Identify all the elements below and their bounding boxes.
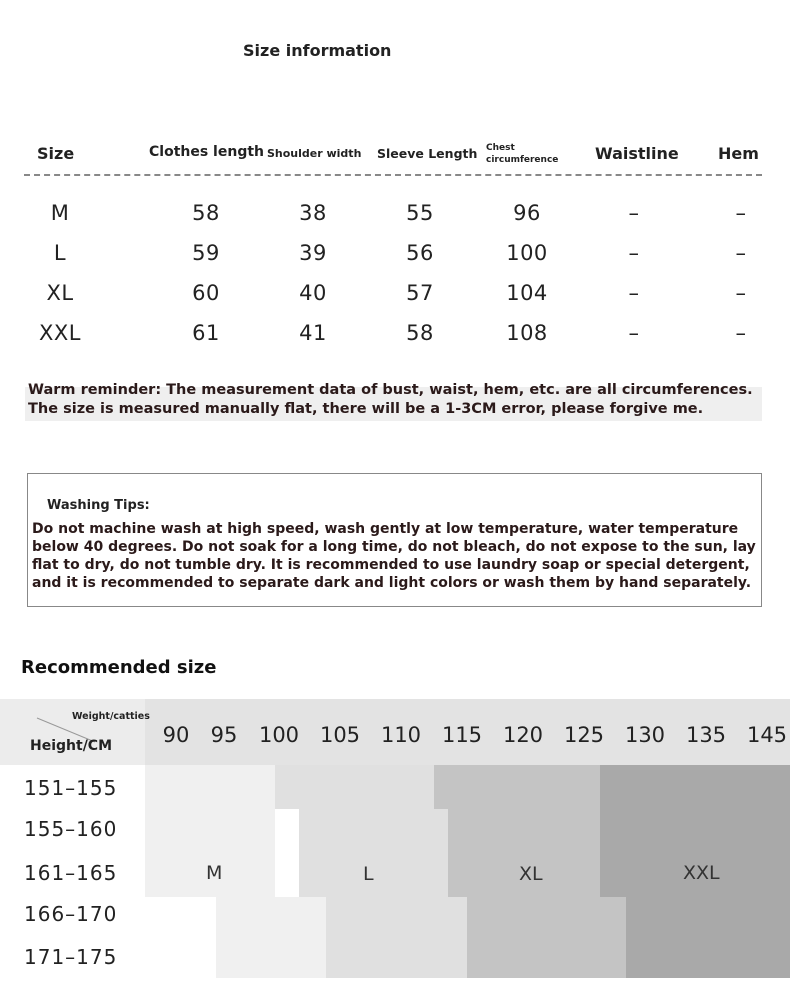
header-size: Size [37,144,75,163]
table-cell: 60 [192,281,220,305]
weight-header-row [0,699,790,765]
table-cell: 96 [513,201,541,225]
washing-tips-box [27,473,762,607]
table-cell: – [628,241,640,265]
table-cell: L [53,241,67,265]
weight-value: 90 [162,723,190,747]
diagonal-divider [0,699,145,765]
table-cell: – [735,241,747,265]
table-cell: 57 [406,281,434,305]
height-value: 155–160 [24,817,118,841]
header-hem: Hem [718,144,759,163]
weight-value: 110 [380,723,422,747]
table-cell: – [628,201,640,225]
header-sleeve-length: Sleeve Length [377,146,478,161]
header-waistline: Waistline [595,144,679,163]
header-chest-circumference: Chest circumference [486,143,559,165]
weight-value: 125 [563,723,605,747]
size-region-l [326,897,467,978]
size-label-xxl: XXL [683,862,720,884]
table-cell: 108 [506,321,548,345]
warm-reminder [25,382,762,421]
table-cell: 41 [299,321,327,345]
reminder-line-2: The size is measured manually flat, there will be a 1-3CM error, please forgive me. [28,401,704,417]
height-value: 166–170 [24,902,118,926]
table-cell: 56 [406,241,434,265]
table-cell: 40 [299,281,327,305]
weight-value: 135 [685,723,727,747]
table-cell: – [735,281,747,305]
header-shoulder-width: Shoulder width [267,147,362,160]
washing-tips-text: Do not machine wash at high speed, wash gently at low temperature, water temperature below 40 degrees. Do not soak for a long time, do not bleach, do not expose to the sun, lay flat to dry, do not tumble dry. It is recommended to use laundry soap or special detergent, and it is recommended to separate dark and light colors or wash them by hand separately. [32,521,756,591]
height-value: 161–165 [24,861,118,885]
weight-value: 105 [319,723,361,747]
size-region-m [216,897,326,978]
size-info-title: Size information [243,41,392,60]
table-cell: – [628,321,640,345]
table-cell: 104 [506,281,548,305]
table-cell: – [735,201,747,225]
dashed-divider [24,174,762,176]
size-region-xl [467,897,626,978]
size-label-m: M [206,862,223,884]
table-cell: XXL [39,321,81,345]
height-value: 171–175 [24,945,118,969]
size-label-l: L [363,863,374,885]
size-label-xl: XL [519,863,543,885]
reminder-line-1: Warm reminder: The measurement data of bust, waist, hem, etc. are all circumferences. [28,382,753,398]
weight-value: 120 [502,723,544,747]
size-region-xxl [626,897,790,978]
table-cell: – [628,281,640,305]
height-value: 151–155 [24,776,118,800]
table-cell: 38 [299,201,327,225]
table-cell: 55 [406,201,434,225]
grid-corner [0,699,150,765]
weight-value: 95 [210,723,238,747]
header-clothes-length: Clothes length [149,144,264,160]
size-region-l [275,765,434,809]
recommended-size-grid [0,699,790,978]
table-cell: 61 [192,321,220,345]
weight-value: 130 [624,723,666,747]
table-cell: 58 [406,321,434,345]
table-cell: 100 [506,241,548,265]
recommended-size-title: Recommended size [21,657,217,678]
weight-value: 100 [258,723,300,747]
weight-axis-label: Weight/catties [72,711,150,722]
washing-tips-title: Washing Tips: [47,498,150,513]
table-cell: M [50,201,70,225]
table-cell: XL [46,281,74,305]
weight-value: 115 [441,723,483,747]
table-cell: 58 [192,201,220,225]
table-cell: 39 [299,241,327,265]
table-cell: 59 [192,241,220,265]
size-region-xl [434,765,600,809]
weight-value: 145 [746,723,788,747]
height-column [0,765,145,978]
height-axis-label: Height/CM [30,738,113,754]
table-cell: – [735,321,747,345]
